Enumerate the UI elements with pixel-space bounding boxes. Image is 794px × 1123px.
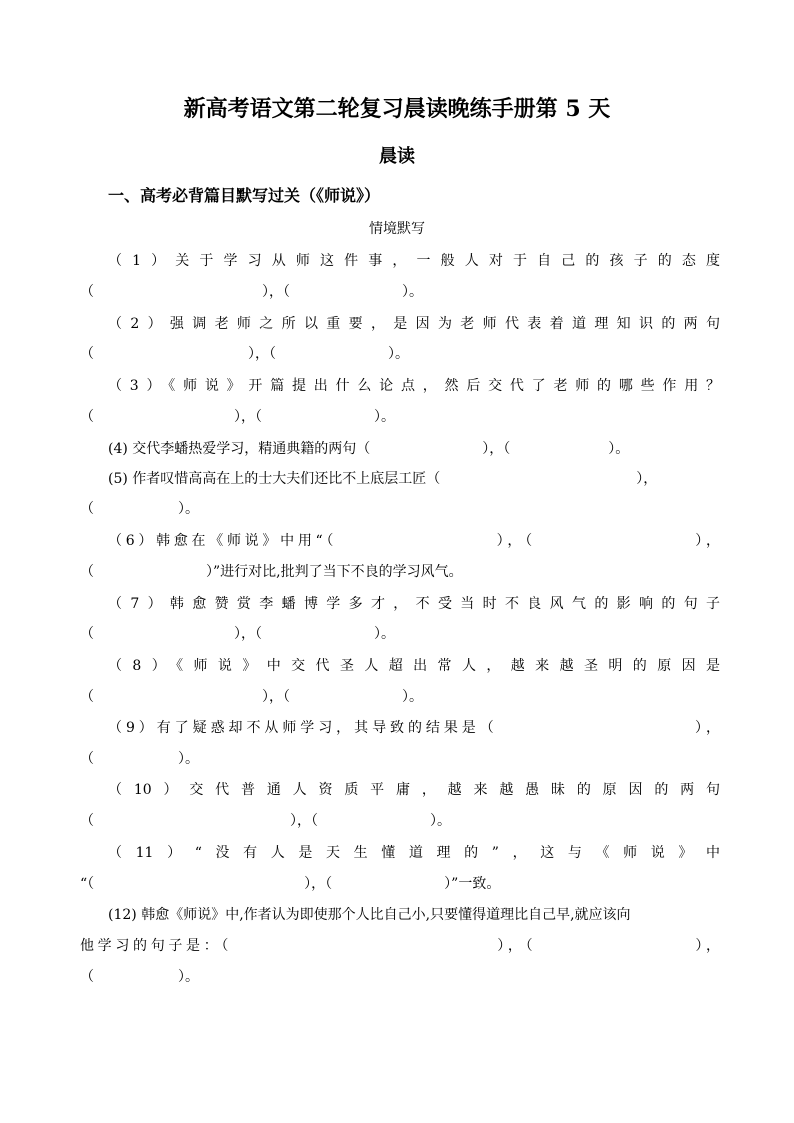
question-7-line-1: （7）韩愈赞赏李蟠博学多才，不受当时不良风气的影响的句子 bbox=[108, 596, 720, 612]
question-11-line-1: （11）“没有人是天生懂道理的”，这与《师说》中 bbox=[108, 845, 720, 861]
question-3-line-1: （3）《师说》开篇提出什么论点，然后交代了老师的哪些作用？ bbox=[108, 378, 720, 394]
question-9-line-1: （9）有了疑惑却不从师学习，其导致的结果是（ ）， bbox=[108, 720, 720, 736]
question-9-line-2: （ ）。 bbox=[80, 751, 199, 767]
section-heading: 一、高考必背篇目默写过关（《师说》） bbox=[108, 186, 381, 205]
question-4-line-1: (4) 交代李蟠热爱学习，精通典籍的两句（ ），（ ）。 bbox=[108, 441, 630, 457]
question-5-line-1: (5) 作者叹惜高高在上的士大夫们还比不上底层工匠（ ）， bbox=[108, 471, 658, 487]
question-12-line-3: （ ）。 bbox=[80, 969, 199, 985]
question-3-line-2: （ ），（ ）。 bbox=[80, 409, 395, 425]
section-caption: 情境默写 bbox=[369, 221, 425, 237]
question-1-line-1: （1）关于学习从师这件事，一般人对于自己的孩子的态度 bbox=[108, 253, 720, 269]
question-8-line-1: （8）《师说》中交代圣人超出常人，越来越圣明的原因是 bbox=[108, 658, 720, 674]
question-2-line-1: （2）强调老师之所以重要，是因为老师代表着道理知识的两句 bbox=[108, 316, 720, 332]
question-10-line-2: （ ），（ ）。 bbox=[80, 813, 451, 829]
question-11-line-2: “（ ），（ ）”一致。 bbox=[80, 876, 501, 892]
question-12-line-2: 他学习的句子是：（ ），（ ）， bbox=[80, 938, 720, 954]
question-10-line-1: （10）交代普通人资质平庸，越来越愚昧的原因的两句 bbox=[108, 782, 720, 798]
question-8-line-2: （ ），（ ）。 bbox=[80, 689, 423, 705]
question-12-line-1: (12) 韩愈《师说》中,作者认为即使那个人比自己小,只要懂得道理比自己早,就应该向 bbox=[108, 907, 631, 923]
page-subtitle: 晨读 bbox=[379, 146, 415, 167]
question-6-line-1: （6）韩愈在《师说》中用“（ ），（ ）， bbox=[108, 533, 720, 549]
question-1-line-2: （ ），（ ）。 bbox=[80, 284, 423, 300]
question-5-line-2: （ ）。 bbox=[80, 501, 199, 517]
question-6-line-2: （ ）”进行对比,批判了当下不良的学习风气。 bbox=[80, 564, 463, 580]
question-7-line-2: （ ），（ ）。 bbox=[80, 626, 395, 642]
question-2-line-2: （ ），（ ）。 bbox=[80, 346, 409, 362]
page-title: 新高考语文第二轮复习晨读晚练手册第 5 天 bbox=[183, 96, 611, 122]
